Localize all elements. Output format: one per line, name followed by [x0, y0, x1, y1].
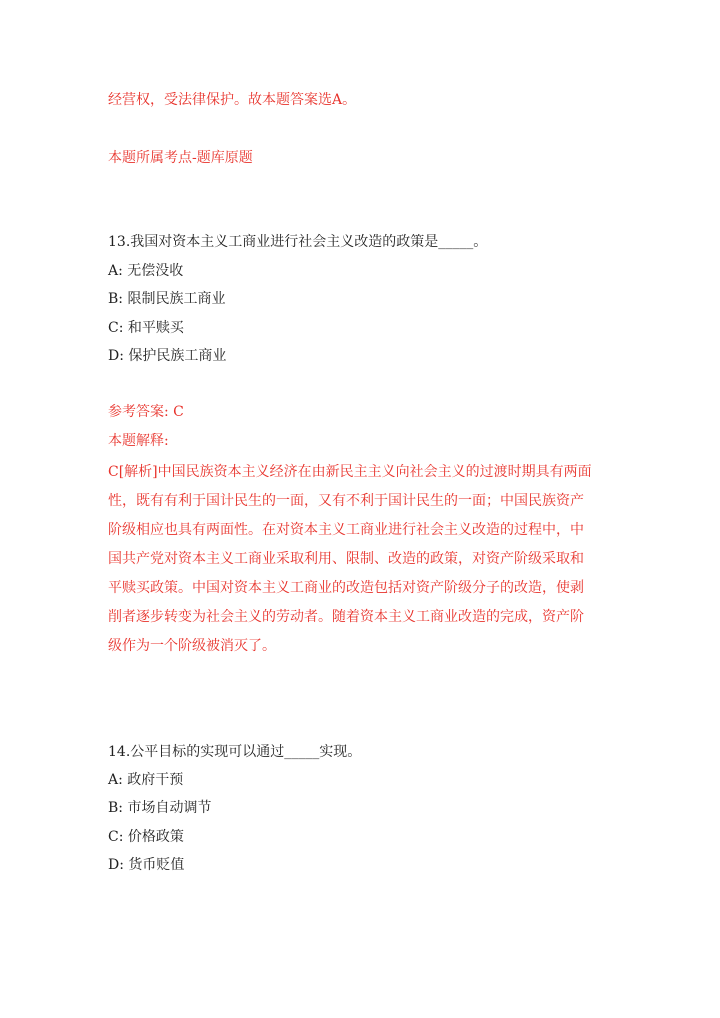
question-13-explanation-title: 本题解释:	[108, 433, 169, 449]
question-14-text: 14.公平目标的实现可以通过_____实现。	[108, 744, 362, 760]
explanation-line: 阶级相应也具有两面性。在对资本主义工商业进行社会主义改造的过程中，中	[108, 522, 584, 538]
explanation-line: 级作为一个阶级被消灭了。	[108, 638, 276, 654]
question-13-answer: 参考答案: C	[108, 404, 184, 420]
previous-answer-tail: 经营权，受法律保护。故本题答案选A。	[108, 92, 357, 108]
explanation-line: C[解析]中国民族资本主义经济在由新民主主义向社会主义的过渡时期具有两面	[108, 464, 592, 480]
explanation-line: 平赎买政策。中国对资本主义工商业的改造包括对资产阶级分子的改造，使剥	[108, 580, 584, 596]
question-13-explanation	[108, 458, 628, 661]
question-14-option-b: B: 市场自动调节	[108, 800, 212, 816]
question-14-option-a: A: 政府干预	[108, 772, 184, 788]
question-13-text: 13.我国对资本主义工商业进行社会主义改造的政策是_____。	[108, 234, 488, 250]
question-14-option-d: D: 货币贬值	[108, 857, 185, 873]
question-14-option-c: C: 价格政策	[108, 829, 184, 845]
explanation-line: 国共产党对资本主义工商业采取利用、限制、改造的政策，对资产阶级采取和	[108, 551, 584, 567]
question-13-option-c: C: 和平赎买	[108, 320, 184, 336]
explanation-line: 削者逐步转变为社会主义的劳动者。随着资本主义工商业改造的完成，资产阶	[108, 609, 584, 625]
question-13-option-a: A: 无偿没收	[108, 263, 184, 279]
explanation-line: 性，既有有利于国计民生的一面，又有不利于国计民生的一面；中国民族资产	[108, 493, 584, 509]
question-13-option-d: D: 保护民族工商业	[108, 348, 227, 364]
previous-question-source: 本题所属考点-题库原题	[108, 150, 253, 166]
question-13-option-b: B: 限制民族工商业	[108, 291, 226, 307]
